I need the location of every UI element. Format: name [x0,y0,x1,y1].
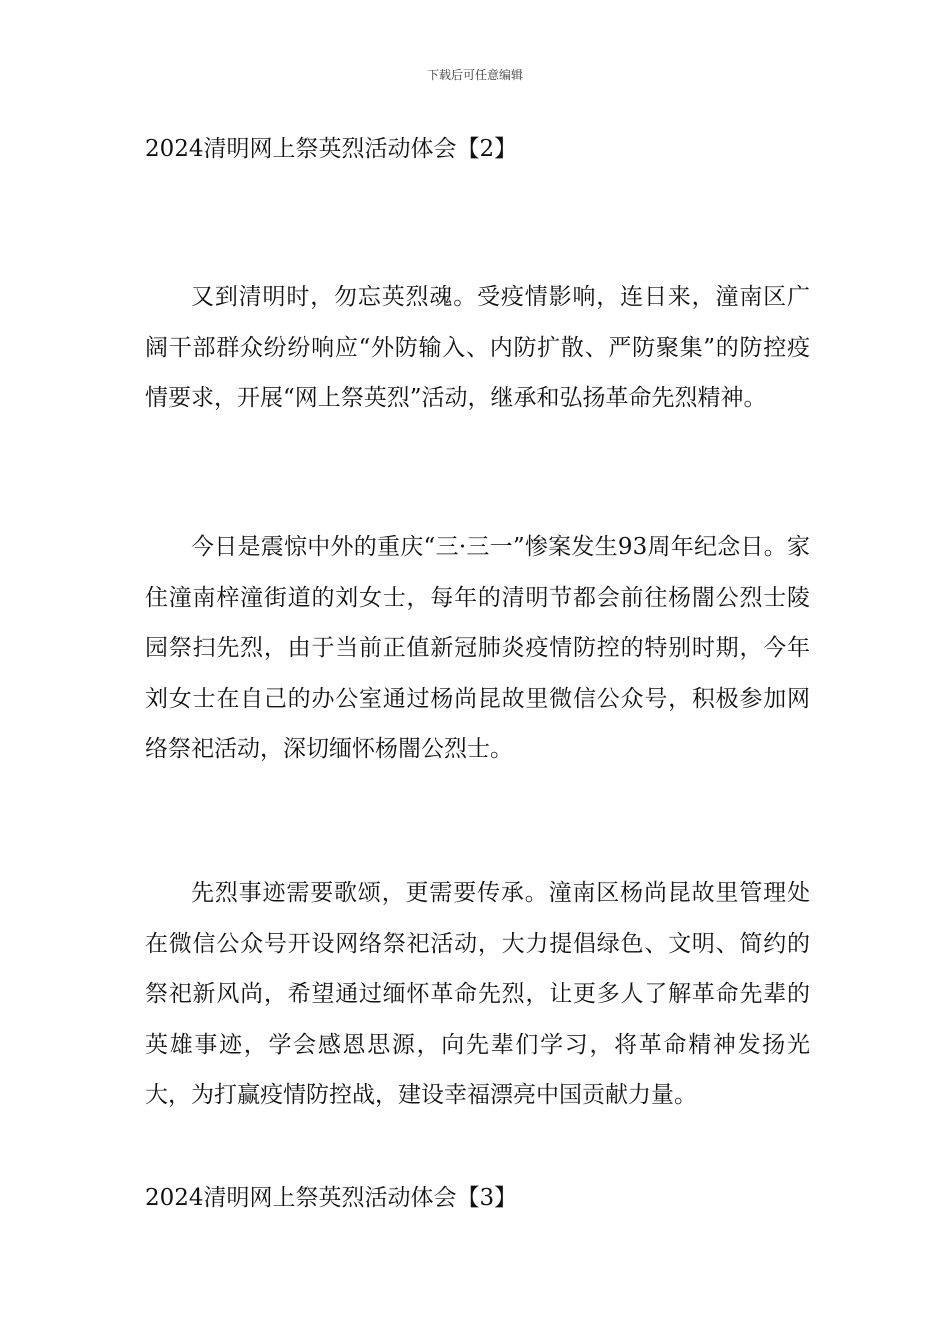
page-header-note: 下载后可任意编辑 [426,68,523,82]
section-title-2: 2024清明网上祭英烈活动体会【2】 [145,136,518,162]
paragraph-3: 先烈事迹需要歌颂，更需要传承。潼南区杨尚昆故里管理处在微信公众号开设网络祭祀活动，大力提倡绿色、文明、简约的祭祀新风尚，希望通过缅怀革命先烈，让更多人了解革命先辈的英雄事迹，学会感恩思源，向先辈们学习，将革命精神发扬光大，为打赢疫情防控战，建设幸福漂亮中国贡献力量。 [145,880,810,1108]
paragraph-1: 又到清明时，勿忘英烈魂。受疫情影响，连日来，潼南区广阔干部群众纷纷响应“外防输入、内防扩散、严防聚集”的防控疫情要求，开展“网上祭英烈”活动，继承和弘扬革命先烈精神。 [145,284,810,411]
paragraph-2: 今日是震惊中外的重庆“三·三一”惨案发生93周年纪念日。家住潼南梓潼街道的刘女士，每年的清明节都会前往杨闇公烈士陵园祭扫先烈，由于当前正值新冠肺炎疫情防控的特别时期，今年刘女士在自己的办公室通过杨尚昆故里微信公众号，积极参加网络祭祀活动，深切缅怀杨闇公烈士。 [145,534,810,762]
section-title-3: 2024清明网上祭英烈活动体会【3】 [145,1185,518,1211]
